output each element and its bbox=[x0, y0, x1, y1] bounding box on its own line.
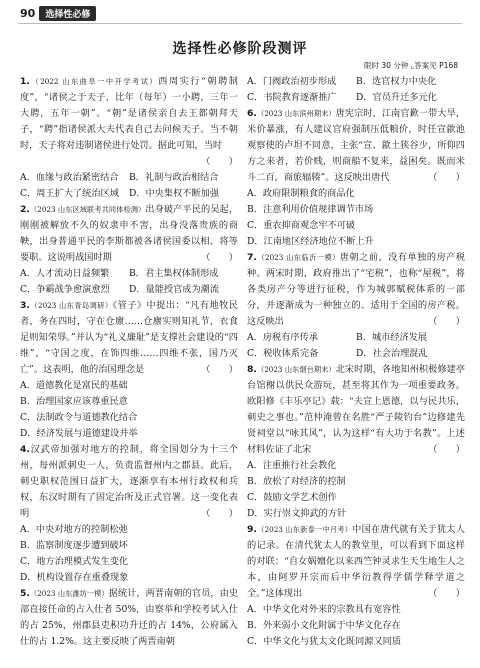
option: B．礼制与政治相结合 bbox=[129, 172, 219, 183]
option-row bbox=[247, 90, 465, 106]
question-q9 bbox=[247, 522, 465, 650]
option-row bbox=[20, 186, 238, 202]
section-badge: 选择性必修 bbox=[39, 6, 96, 21]
test-meta bbox=[364, 60, 458, 71]
option-row bbox=[247, 346, 465, 362]
time-limit: 限时 30 分钟 bbox=[364, 61, 409, 70]
option: D．实行崇文抑武的方针 bbox=[247, 508, 347, 519]
option: A．道德教化是富民的基础 bbox=[20, 380, 128, 391]
question-source: （2023 山东区域联考共同体检测） bbox=[29, 205, 146, 214]
question-q4 bbox=[20, 442, 238, 586]
option: C．税收体系完备 bbox=[247, 348, 319, 359]
answer-bracket: （ ） bbox=[201, 364, 238, 375]
question-q7 bbox=[247, 250, 465, 362]
question-q2 bbox=[20, 202, 238, 298]
option: C．法制政令与道德教化结合 bbox=[20, 412, 138, 423]
option: D．社会治理混乱 bbox=[356, 348, 428, 359]
option-row bbox=[247, 74, 465, 90]
question-stem: 西周实行“朝聘制度”，“诸侯之于天子，比年（每年）一小聘，三年一大聘，五年一朝”。“朝”是诸侯亲自去王都朝拜天子，“聘”指诸侯派大夫代表自己去问候天子。当不朝时，天子将对违制诸侯进行处罚。据此可知，当时 bbox=[20, 76, 238, 151]
answer-bracket: （ ） bbox=[428, 316, 465, 327]
question-source: （2023 山东潍坊一模） bbox=[29, 589, 109, 598]
option: C．地方治理模式发生变化 bbox=[20, 556, 129, 567]
page-title: 选择性必修阶段测评 bbox=[172, 41, 308, 57]
answer-bracket: （ ） bbox=[428, 444, 465, 455]
question-q8 bbox=[247, 362, 465, 522]
option-row bbox=[247, 330, 465, 346]
question-stem: 《管子》中提出：“凡有地牧民者，务在四时，守在仓廪……仓廪实则知礼节，衣食足则知荣辱。”并认为“礼义廉耻”是支撑社会建设的“四维”，“守国之度，在饰四维……四维不张，国乃灭亡”。这表明，他的治国理念是 bbox=[20, 300, 238, 375]
question-q3 bbox=[20, 298, 238, 442]
option: A．中华文化对外来的宗教具有宽容性 bbox=[247, 604, 401, 615]
option: A．人才流动日益频繁 bbox=[20, 268, 110, 279]
question-stem: 出身破产平民的吴起，刚刚被解放不久的奴隶申不害，出身没落贵族的商鞅，出身普通平民的李斯都被各诸侯国委以相、将等要职。这说明战国时期 bbox=[20, 204, 239, 263]
answer-ref: ⌞答案见 P168 bbox=[410, 61, 458, 70]
option: B．放松了对经济的控制 bbox=[247, 476, 346, 487]
answer-bracket: （ ） bbox=[201, 156, 238, 167]
option: B．监察制度逐步遭到破坏 bbox=[20, 540, 128, 551]
question-number: 8. bbox=[247, 364, 257, 375]
question-stem: 中国在唐代就有关于犹太人的记录。在清代犹太人的教堂里，可以看到下面这样的对联：“自女娲嬗化以来西竺钟灵求生天生地生人之本，由阿罗开宗而后中华衍教得学儒学释学道之全。”这体现出 bbox=[247, 524, 466, 599]
option: B．治理国家应该尊重民意 bbox=[20, 396, 128, 407]
question-q1 bbox=[20, 74, 238, 202]
question-stem: 据统计，两晋南朝的官员，由史部直接任命的占入仕者 50%，由察举和学校考试入仕的占 25%，州郡县吏积功升迁的占 14%，公府属入仕的占 1.2%。这主要反映了两晋南朝 bbox=[20, 588, 239, 647]
option: C．鼓励文学艺术创作 bbox=[247, 492, 337, 503]
option: C．中华文化与犹太文化既同源又同质 bbox=[247, 636, 402, 647]
question-number: 2. bbox=[20, 204, 30, 215]
question-stem: 北宋时期，各地知州积极修建亭台馆榭以供民众游玩，甚至将其作为一项重要政务。欧阳修《丰乐亭记》载：“夫宣上恩德，以与民共乐，刺史之事也。”范仲淹曾在名胜“严子陵钓台”边修建先贤祠堂以“咏其风”，认为这样“有大功于名教”。上述材料佐证了北宋 bbox=[247, 364, 466, 455]
question-number: 5. bbox=[20, 588, 30, 599]
option: D．量能授官成为潮流 bbox=[129, 284, 220, 295]
question-number: 1. bbox=[20, 76, 30, 87]
question-number: 6. bbox=[247, 108, 257, 119]
option: A．房税有序传承 bbox=[247, 332, 318, 343]
question-number: 7. bbox=[247, 252, 257, 263]
question-source: （2022 山东曲阜一中开学考试） bbox=[29, 77, 159, 86]
option: C．重农抑商观念牢不可破 bbox=[247, 220, 356, 231]
option: C．争霸战争愈演愈烈 bbox=[20, 284, 110, 295]
question-number: 3. bbox=[20, 300, 30, 311]
question-q5 bbox=[20, 586, 238, 650]
option: B．注意利用价值规律调节市场 bbox=[247, 204, 374, 215]
option: C．周王扩大了统治区域 bbox=[20, 188, 119, 199]
question-source: （2023 山东临沂一模） bbox=[256, 253, 340, 262]
option: A．门阀政治初步形成 bbox=[247, 76, 337, 87]
option: B．君主集权体制形成 bbox=[129, 268, 219, 279]
page-number: 90 bbox=[20, 6, 36, 20]
option: A．血缘与政治紧密结合 bbox=[20, 172, 119, 183]
question-source: （2023 山东滨州期末） bbox=[256, 109, 336, 118]
option: D．机构设置存在重叠现象 bbox=[20, 572, 129, 583]
answer-bracket: （ ） bbox=[201, 508, 238, 519]
question-q5-options bbox=[247, 74, 465, 106]
question-stem: 唐朝之前，没有单独的房产税种。两宋时期，政府推出了“宅税”，也称“屋税”，将各类房产分等进行征税，作为城郭赋税体系的一部分，并逐渐成为一种独立的、适用于全国的房产税。这反映出 bbox=[247, 252, 466, 327]
option: A．政府限制粮食的商品化 bbox=[247, 188, 355, 199]
question-q6 bbox=[247, 106, 465, 250]
question-number: 9. bbox=[247, 524, 257, 535]
question-number: 4. bbox=[20, 444, 30, 455]
option-row bbox=[20, 282, 238, 298]
question-source: （2023 山东青岛调研） bbox=[29, 301, 113, 310]
option: B．外来弱小文化附属于中华文化存在 bbox=[247, 620, 401, 631]
option: B．城市经济发展 bbox=[356, 332, 428, 343]
option: C．书院教育逐渐推广 bbox=[247, 92, 337, 103]
question-source: （2023 山东烟台期末） bbox=[256, 365, 336, 374]
option: D．中央集权不断加强 bbox=[129, 188, 220, 199]
question-source: （2023 山东新泰一中月考） bbox=[256, 525, 353, 534]
page-header bbox=[20, 4, 96, 22]
answer-bracket: （ ） bbox=[428, 172, 465, 183]
right-column bbox=[247, 74, 465, 650]
answer-bracket: （ ） bbox=[201, 252, 238, 263]
left-column bbox=[20, 74, 238, 650]
option: D．经济发展与道德建设并举 bbox=[20, 428, 138, 439]
option: D．江南地区经济地位不断上升 bbox=[247, 236, 374, 247]
option-row bbox=[20, 266, 238, 282]
header-divider bbox=[18, 23, 462, 24]
option: D．官员升迁多元化 bbox=[356, 92, 437, 103]
question-stem: 汉武帝加强对地方的控制，将全国划分为十三个州，每州派刺史一人，负责监督州内之郡县。此后，刺史职权范围日益扩大，逐渐享有本州行政权和兵权，东汉时期有了固定治所及正式官署。这一变化表明 bbox=[20, 444, 238, 519]
option-row bbox=[20, 170, 238, 186]
option: A．中央对地方的控制松弛 bbox=[20, 524, 128, 535]
option: A．注重推行社会教化 bbox=[247, 460, 337, 471]
answer-bracket: （ ） bbox=[428, 588, 465, 599]
question-stem: 唐宪宗时，江南官歉一带大旱，米价暴涨，有人建议官府强制压低粮价，时任宣歙池观察使的卢坦不同意，主张“宣、歙土狭谷少，所仰四方之来者，若价贱，则商船不复来，益困矣。既而米斗二百，商旅辐辏”。这反映出唐代 bbox=[247, 108, 466, 183]
option: B．选官权力中央化 bbox=[356, 76, 437, 87]
